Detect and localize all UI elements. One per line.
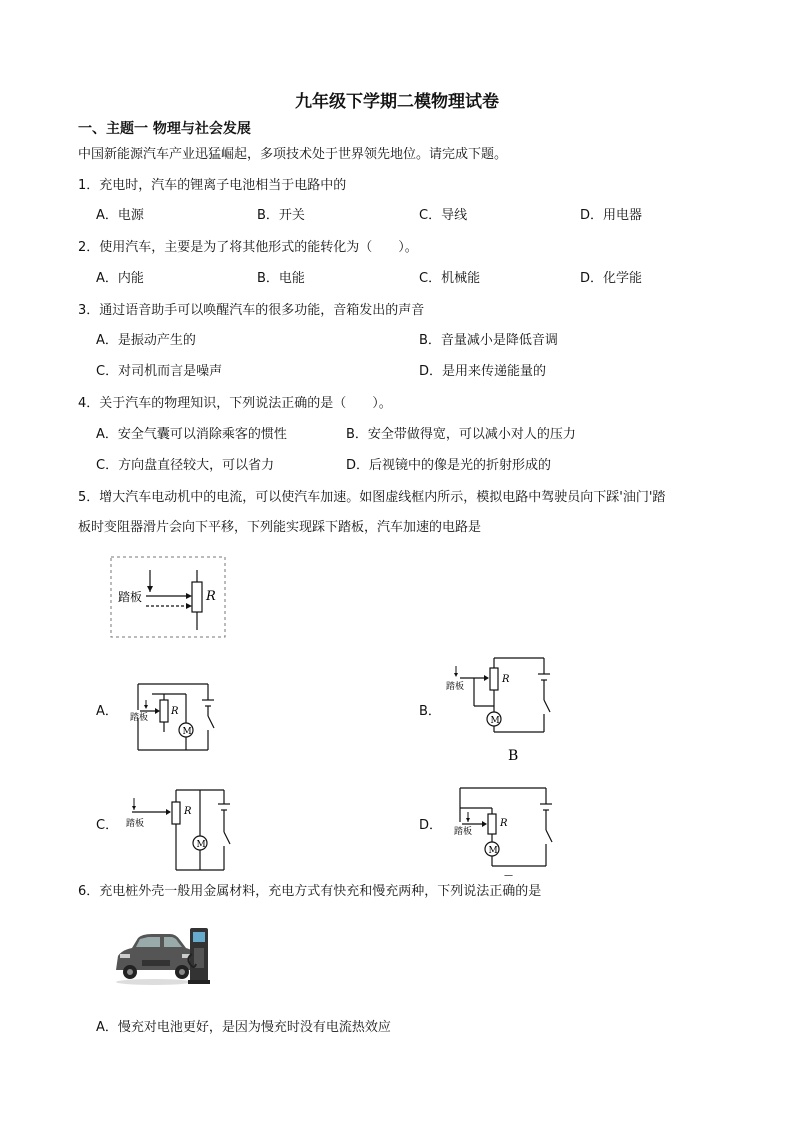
q5-option-c: C． [96,818,119,833]
motor-label: M [488,846,498,856]
section-heading: 一、主题一 物理与社会发展 [78,121,251,137]
circuit-c [124,784,234,874]
question-4-stem: 4．关于汽车的物理知识，下列说法正确的是（ ）。 [78,396,392,411]
q3-option-c: C．对司机而言是噪声 [96,364,223,379]
q4-option-b: B．安全带做得宽，可以减小对人的压力 [346,427,576,442]
q4-option-d: D．后视镜中的像是光的折射形成的 [346,458,552,473]
resistor-label: R [500,818,508,829]
q4-option-c: C．方向盘直径较大，可以省力 [96,458,275,473]
pedal-label: 踏板 [130,713,149,723]
q2-option-b: B．电能 [257,271,305,286]
q3-option-d: D．是用来传递能量的 [419,364,547,379]
circuit-a [128,670,228,760]
motor-label: M [490,716,500,726]
circuit-b [446,654,556,764]
intro-text: 中国新能源汽车产业迅猛崛起，多项技术处于世界领先地位。请完成下题。 [78,147,508,162]
question-5-stem-line1: 5．增大汽车电动机中的电流，可以使汽车加速。如图虚线框内所示，模拟电路中驾驶员向下踩'油门'踏 [78,490,666,505]
circuit-d-dash: — [504,871,513,880]
car-charging-image [112,924,216,986]
q3-option-a: A．是振动产生的 [96,333,196,348]
q1-option-a: A．电源 [96,208,144,223]
pedal-label: 踏板 [446,682,465,692]
pedal-label: 踏板 [118,590,143,604]
q5-option-d: D． [419,818,443,833]
q3-option-b: B．音量减小是降低音调 [419,333,558,348]
question-5-stem-line2: 板时变阻器滑片会向下平移，下列能实现踩下踏板，汽车加速的电路是 [78,520,482,535]
pedal-label: 踏板 [454,827,473,837]
page-title: 九年级下学期二模物理试卷 [295,92,499,112]
question-2-stem: 2．使用汽车，主要是为了将其他形式的能转化为（ ）。 [78,240,418,255]
pedal-rheostat-diagram [110,556,226,638]
circuit-d [446,780,556,880]
question-3-stem: 3．通过语音助手可以唤醒汽车的很多功能，音箱发出的声音 [78,303,425,318]
q5-option-b: B． [419,704,441,719]
resistor-label: R [502,674,510,685]
motor-label: M [196,840,206,850]
q2-option-c: C．机械能 [419,271,481,286]
q2-option-a: A．内能 [96,271,144,286]
q4-option-a: A．安全气囊可以消除乘客的惯性 [96,427,287,442]
q2-option-d: D．化学能 [580,271,643,286]
resistor-label: R [206,589,216,604]
resistor-label: R [171,706,179,717]
q1-option-c: C．导线 [419,208,468,223]
q5-option-a: A． [96,704,118,719]
motor-label: M [182,727,192,737]
question-1-stem: 1．充电时，汽车的锂离子电池相当于电路中的 [78,178,347,193]
q1-option-d: D．用电器 [580,208,643,223]
q6-option-a: A．慢充对电池更好，是因为慢充时没有电流热效应 [96,1020,391,1035]
question-6-stem: 6．充电桩外壳一般用金属材料，充电方式有快充和慢充两种，下列说法正确的是 [78,884,542,899]
resistor-label: R [184,806,192,817]
q1-option-b: B．开关 [257,208,305,223]
circuit-b-caption: B [508,748,519,764]
pedal-label: 踏板 [126,819,145,829]
